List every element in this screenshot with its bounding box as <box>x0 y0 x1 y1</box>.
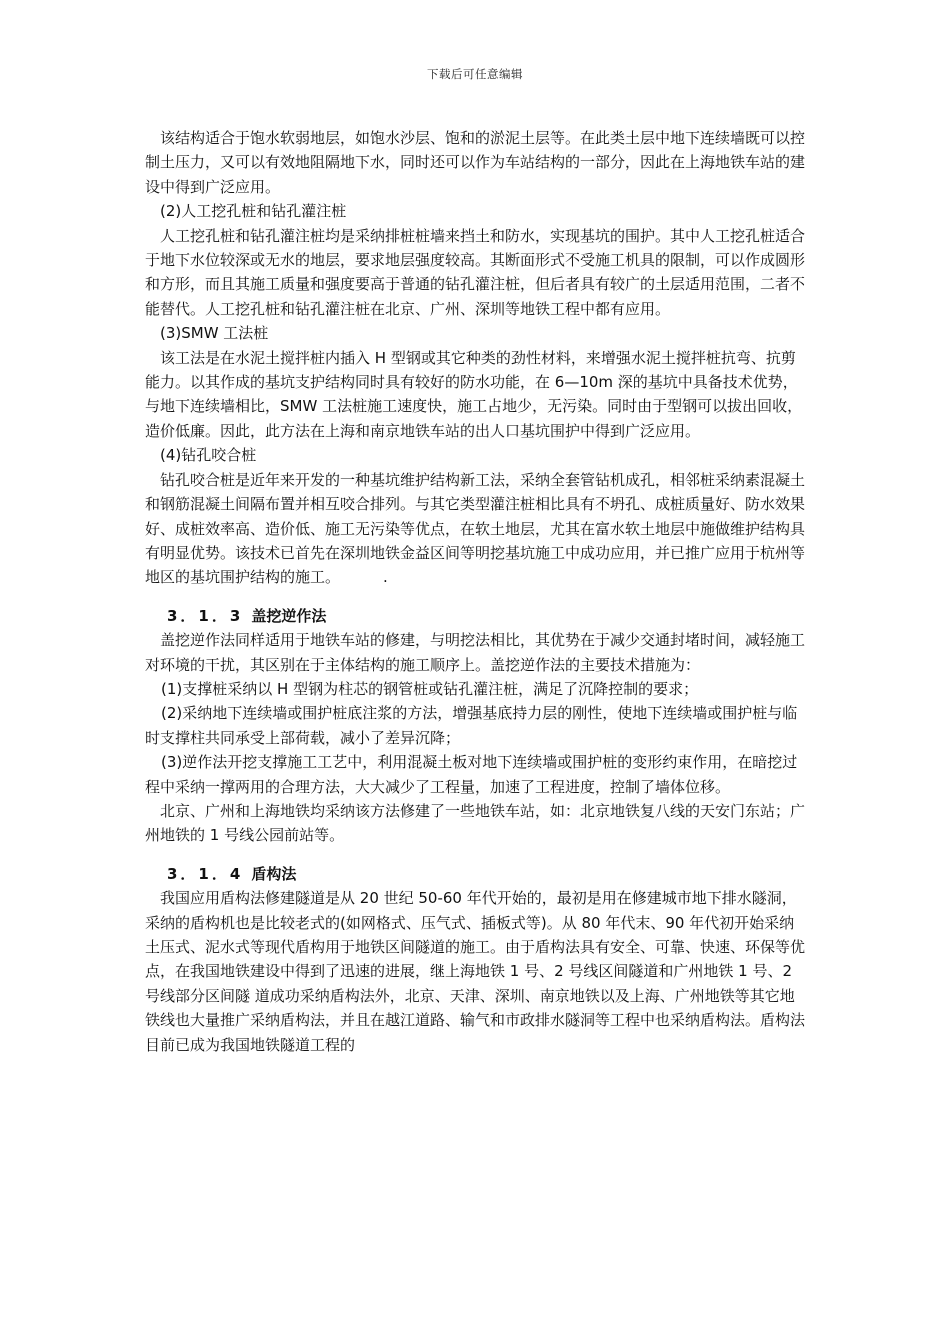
paragraph-cover-excavation-examples: 北京、广州和上海地铁均采纳该方法修建了一些地铁车站，如：北京地铁复八线的天安门东站；广州地铁的 1 号线公园前站等。 <box>145 801 806 845</box>
paragraph-diaphragm-wall: 该结构适合于饱水软弱地层，如饱水沙层、饱和的淤泥土层等。在此类土层中地下连续墙既可以控制土压力，又可以有效地阻隔地下水，同时还可以作为车站结构的一部分，因此在上海地铁车站的建设中得到广泛应用。 <box>145 129 806 196</box>
paragraph-shield-method: 我国应用盾构法修建隧道是从 20 世纪 50-60 年代开始的，最初是用在修建城市地下排水隧洞，采纳的盾构机也是比较老式的(如网格式、压气式、插板式等)。从 80 年代末、90 年代初开始采纳土压式、泥水式等现代盾构用于地铁区间隧道的施工。由于盾构法具有安全、可靠、快速、环保等优点，在我国地铁建设中得到了迅速的进展，继上海地铁 1 号、2 号线区间隧道和广州地铁 1 号、2 号线部分区间隧 道成功采纳盾构法外，北京、天津、深圳、南京地铁以及上海、广州地铁等其它地铁线也大量推广采纳盾构法，并且在越江道路、输气和市政排水隧洞等工程中也采纳盾构法。盾构法目前已成为我国地铁隧道工程的 <box>145 889 806 1054</box>
list-item-1: (1)支撑桩采纳以 H 型钢为柱芯的钢管桩或钻孔灌注桩，满足了沉降控制的要求； <box>161 679 699 698</box>
subheading-secant-pile: (4)钻孔咬合桩 <box>160 446 257 465</box>
list-item-2: (2)采纳地下连续墙或围护桩底注浆的方法，增强基底持力层的刚性，使地下连续墙或围护桩与临时支撑柱共同承受上部荷载，减小了差异沉降； <box>145 704 798 747</box>
section-number: 3．1．4 <box>167 864 244 883</box>
page-header: 下载后可任意编辑 <box>427 67 523 81</box>
subheading-manual-dug-pile: (2)人工挖孔桩和钻孔灌注桩 <box>160 202 347 221</box>
document-body <box>145 126 805 1057</box>
paragraph-smw-pile: 该工法是在水泥土搅拌桩内插入 H 型钢或其它种类的劲性材料，来增强水泥土搅拌桩抗弯、抗剪能力。以其作成的基坑支护结构同时具有较好的防水功能，在 6—10m 深的基坑中具备技术优势，与地下连续墙相比，SMW 工法桩施工速度快，施工占地少，无污染。同时由于型钢可以拔出回收，造价低廉。因此，此方法在上海和南京地铁车站的出人口基坑围护中得到广泛应用。 <box>145 348 803 440</box>
trailing-mark: . <box>383 568 388 587</box>
subheading-smw-pile: (3)SMW 工法桩 <box>160 324 269 343</box>
section-number: 3．1．3 <box>167 606 244 625</box>
section-heading-3-1-4 <box>145 862 805 886</box>
paragraph-secant-pile <box>145 468 805 590</box>
list-item-3: (3)逆作法开挖支撑施工工艺中，利用混凝土板对地下连续墙或围护桩的变形约束作用，在暗挖过程中采纳一撑两用的合理方法，大大减少了工程量，加速了工程进度，控制了墙体位移。 <box>145 753 798 796</box>
section-title: 盾构法 <box>251 864 297 883</box>
paragraph-manual-dug-pile: 人工挖孔桩和钻孔灌注桩均是采纳排桩桩墙来挡土和防水，实现基坑的围护。其中人工挖孔桩适合于地下水位较深或无水的地层，要求地层强度较高。其断面形式不受施工机具的限制，可以作成圆形和方形，而且其施工质量和强度要高于普通的钻孔灌注桩，但后者具有较广的土层适用范围，二者不能替代。人工挖孔桩和钻孔灌注桩在北京、广州、深圳等地铁工程中都有应用。 <box>145 226 806 318</box>
section-heading-3-1-3 <box>145 604 805 628</box>
section-title: 盖挖逆作法 <box>251 606 327 625</box>
paragraph-cover-excavation: 盖挖逆作法同样适用于地铁车站的修建，与明挖法相比，其优势在于减少交通封堵时间，减轻施工对环境的干扰，其区别在于主体结构的施工顺序上。盖挖逆作法的主要技术措施为： <box>145 631 806 674</box>
paragraph-secant-pile-text: 钻孔咬合桩是近年来开发的一种基坑维护结构新工法，采纳全套管钻机成孔，相邻桩采纳素混凝土和钢筋混凝土间隔布置并相互咬合排列。与其它类型灌注桩相比具有不坍孔、成桩质量好、防水效果好、成桩效率高、造价低、施工无污染等优点，在软土地层，尤其在富水软土地层中施做维护结构具有明显优势。该技术已首先在深圳地铁金益区间等明挖基坑施工中成功应用，并已推广应用于杭州等地区的基坑围护结构的施工。 <box>145 470 806 587</box>
